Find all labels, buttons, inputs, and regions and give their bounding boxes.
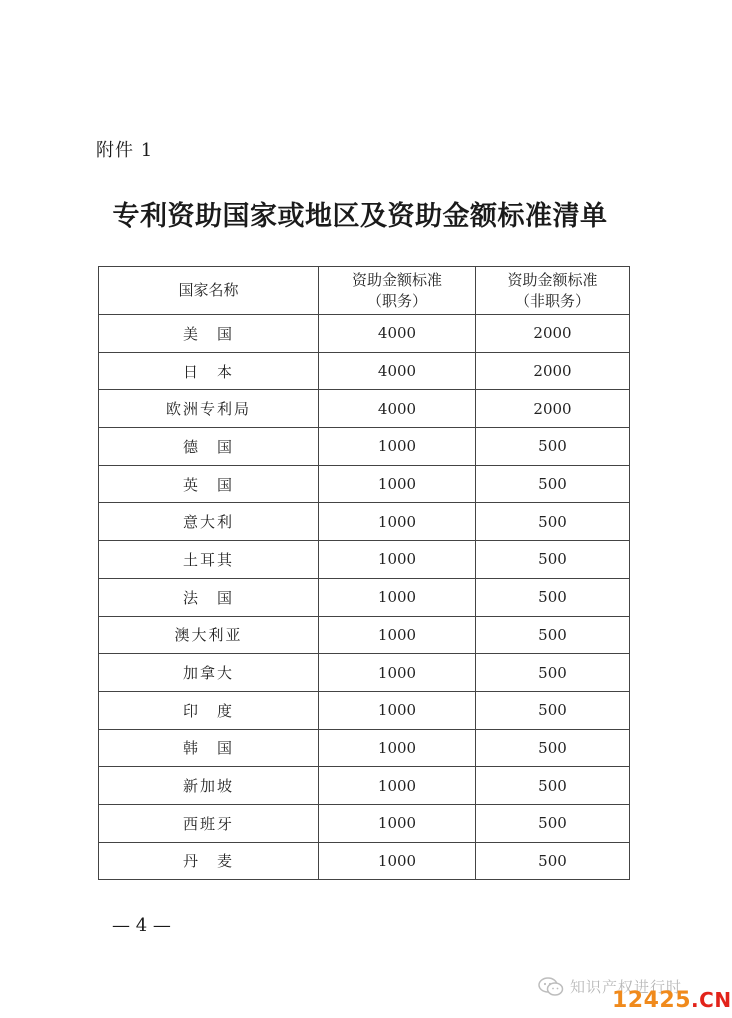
funding-table-container <box>98 266 629 880</box>
site-logo <box>612 988 732 1013</box>
table-row <box>99 842 630 880</box>
site-logo-number: 12425 <box>612 988 692 1013</box>
country-cell: 土耳其 <box>99 541 319 579</box>
header-nonservice-line2: （非职务） <box>514 291 590 310</box>
nonservice-amount-cell: 2000 <box>476 390 630 428</box>
header-country-label: 国家名称 <box>178 281 239 299</box>
table-row <box>99 352 630 390</box>
nonservice-amount-cell: 500 <box>476 691 630 729</box>
wechat-icon <box>538 977 564 997</box>
attachment-label: 附件 1 <box>96 140 154 161</box>
table-row <box>99 691 630 729</box>
table-row <box>99 390 630 428</box>
country-cell: 新加坡 <box>99 767 319 805</box>
table-body <box>99 315 630 880</box>
table-row <box>99 541 630 579</box>
nonservice-amount-cell: 500 <box>476 842 630 880</box>
nonservice-amount-cell: 500 <box>476 541 630 579</box>
country-cell: 德 国 <box>99 428 319 466</box>
service-amount-cell: 1000 <box>319 616 476 654</box>
nonservice-amount-cell: 500 <box>476 503 630 541</box>
service-amount-cell: 1000 <box>319 842 476 880</box>
header-service-line1: 资助金额标准 <box>351 270 442 289</box>
service-amount-cell: 1000 <box>319 691 476 729</box>
header-service-line2: （职务） <box>366 291 427 310</box>
table-row <box>99 654 630 692</box>
service-amount-cell: 4000 <box>319 352 476 390</box>
table-row <box>99 465 630 503</box>
table-row <box>99 315 630 353</box>
funding-table <box>98 266 630 880</box>
service-amount-cell: 1000 <box>319 428 476 466</box>
table-row <box>99 503 630 541</box>
service-amount-cell: 1000 <box>319 578 476 616</box>
service-amount-cell: 4000 <box>319 390 476 428</box>
document-title: 专利资助国家或地区及资助金额标准清单 <box>112 201 608 232</box>
table-row <box>99 804 630 842</box>
table-row <box>99 428 630 466</box>
service-amount-cell: 1000 <box>319 804 476 842</box>
country-cell: 韩 国 <box>99 729 319 767</box>
country-cell: 西班牙 <box>99 804 319 842</box>
table-row <box>99 616 630 654</box>
service-amount-cell: 1000 <box>319 654 476 692</box>
header-country <box>99 267 319 315</box>
service-amount-cell: 1000 <box>319 541 476 579</box>
nonservice-amount-cell: 2000 <box>476 352 630 390</box>
nonservice-amount-cell: 500 <box>476 616 630 654</box>
nonservice-amount-cell: 2000 <box>476 315 630 353</box>
table-row <box>99 767 630 805</box>
header-nonservice <box>476 267 630 315</box>
nonservice-amount-cell: 500 <box>476 654 630 692</box>
country-cell: 丹 麦 <box>99 842 319 880</box>
nonservice-amount-cell: 500 <box>476 465 630 503</box>
service-amount-cell: 1000 <box>319 729 476 767</box>
nonservice-amount-cell: 500 <box>476 767 630 805</box>
service-amount-cell: 4000 <box>319 315 476 353</box>
nonservice-amount-cell: 500 <box>476 804 630 842</box>
country-cell: 意大利 <box>99 503 319 541</box>
service-amount-cell: 1000 <box>319 503 476 541</box>
country-cell: 法 国 <box>99 578 319 616</box>
country-cell: 印 度 <box>99 691 319 729</box>
site-logo-suffix: .CN <box>691 988 732 1012</box>
service-amount-cell: 1000 <box>319 767 476 805</box>
country-cell: 澳大利亚 <box>99 616 319 654</box>
watermark-text: 知识产权进行时 <box>570 978 683 996</box>
country-cell: 美 国 <box>99 315 319 353</box>
table-row <box>99 578 630 616</box>
header-nonservice-line1: 资助金额标准 <box>507 270 598 289</box>
country-cell: 英 国 <box>99 465 319 503</box>
country-cell: 日 本 <box>99 352 319 390</box>
service-amount-cell: 1000 <box>319 465 476 503</box>
country-cell: 加拿大 <box>99 654 319 692</box>
nonservice-amount-cell: 500 <box>476 729 630 767</box>
page-number: — 4 — <box>112 915 171 936</box>
table-header-row <box>99 267 630 315</box>
country-cell: 欧洲专利局 <box>99 390 319 428</box>
nonservice-amount-cell: 500 <box>476 578 630 616</box>
header-service <box>319 267 476 315</box>
nonservice-amount-cell: 500 <box>476 428 630 466</box>
table-row <box>99 729 630 767</box>
